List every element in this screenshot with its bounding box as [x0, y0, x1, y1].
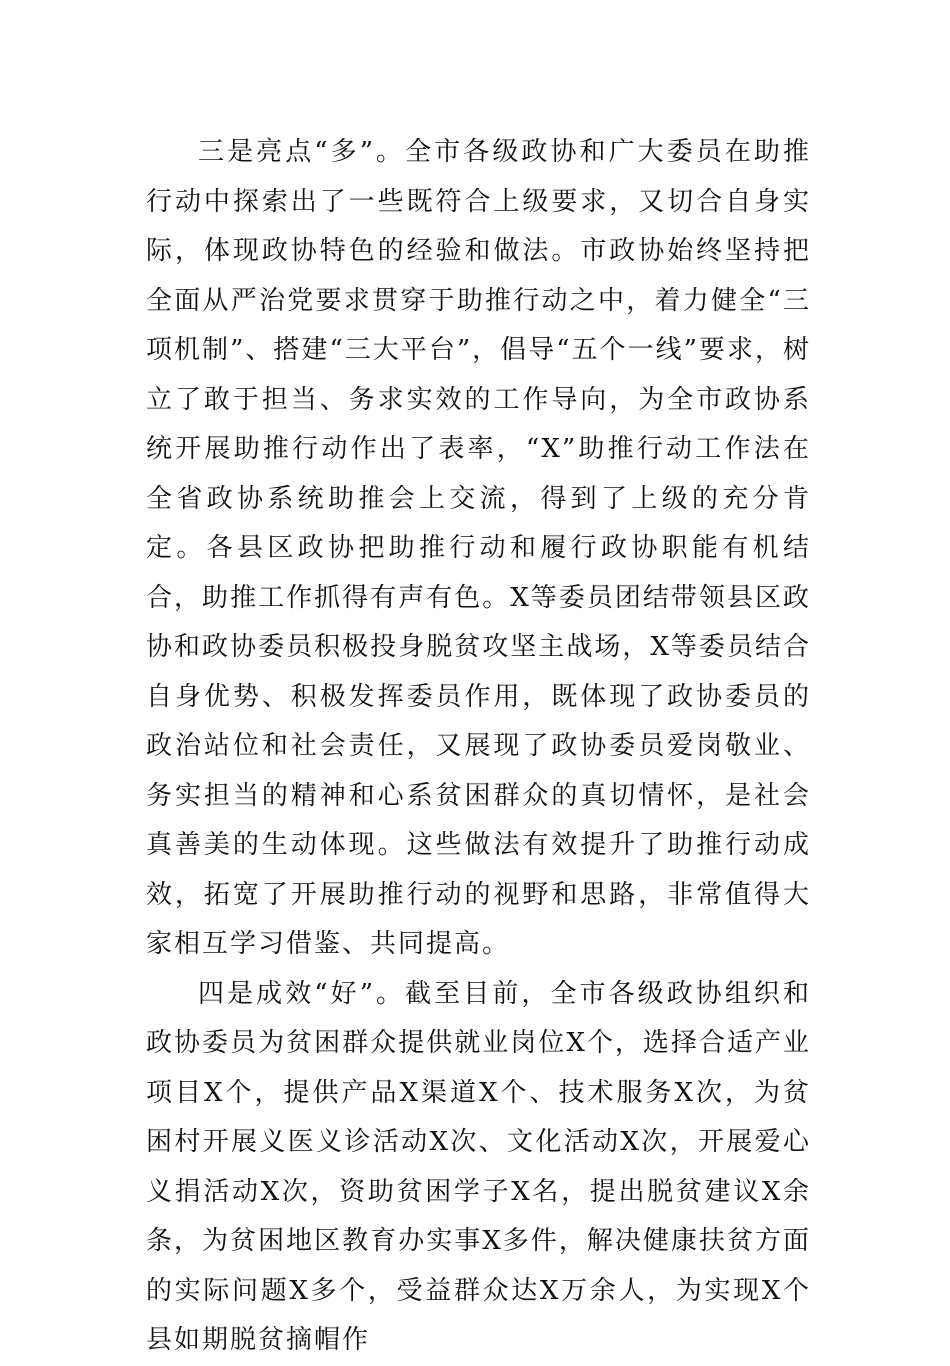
paragraph-highlights: 三是亮点“多”。全市各级政协和广大委员在助推行动中探索出了一些既符合上级要求，又切合自身实际，体现政协特色的经验和做法。市政协始终坚持把全面从严治党要求贯穿于助推行动之中，着力健全“三项机制”、搭建“三大平台”，倡导“五个一线”要求，树立了敢于担当、务求实效的工作导向，为全市政协系统开展助推行动作出了表率，“X”助推行动工作法在全省政协系统助推会上交流，得到了上级的充分肯定。各县区政协把助推行动和履行政协职能有机结合，助推工作抓得有声有色。X等委员团结带领县区政协和政协委员积极投身脱贫攻坚主战场，X等委员结合自身优势、积极发挥委员作用，既体现了政协委员的政治站位和社会责任，又展现了政协委员爱岗敬业、务实担当的精神和心系贫困群众的真切情怀，是社会真善美的生动体现。这些做法有效提升了助推行动成效，拓宽了开展助推行动的视野和思路，非常值得大家相互学习借鉴、共同提高。: [146, 137, 811, 959]
document-body: [146, 128, 811, 1366]
paragraph-results: 四是成效“好”。截至目前，全市各级政协组织和政协委员为贫困群众提供就业岗位X个，选择合适产业项目X个，提供产品X渠道X个、技术服务X次，为贫困村开展义医义诊活动X次、文化活动X次，开展爱心义捐活动X次，资助贫困学子X名，提出脱贫建议X余条，为贫困地区教育办实事X多件，解决健康扶贫方面的实际问题X多个，受益群众达X万余人，为实现X个县如期脱贫摘帽作: [146, 978, 811, 1355]
